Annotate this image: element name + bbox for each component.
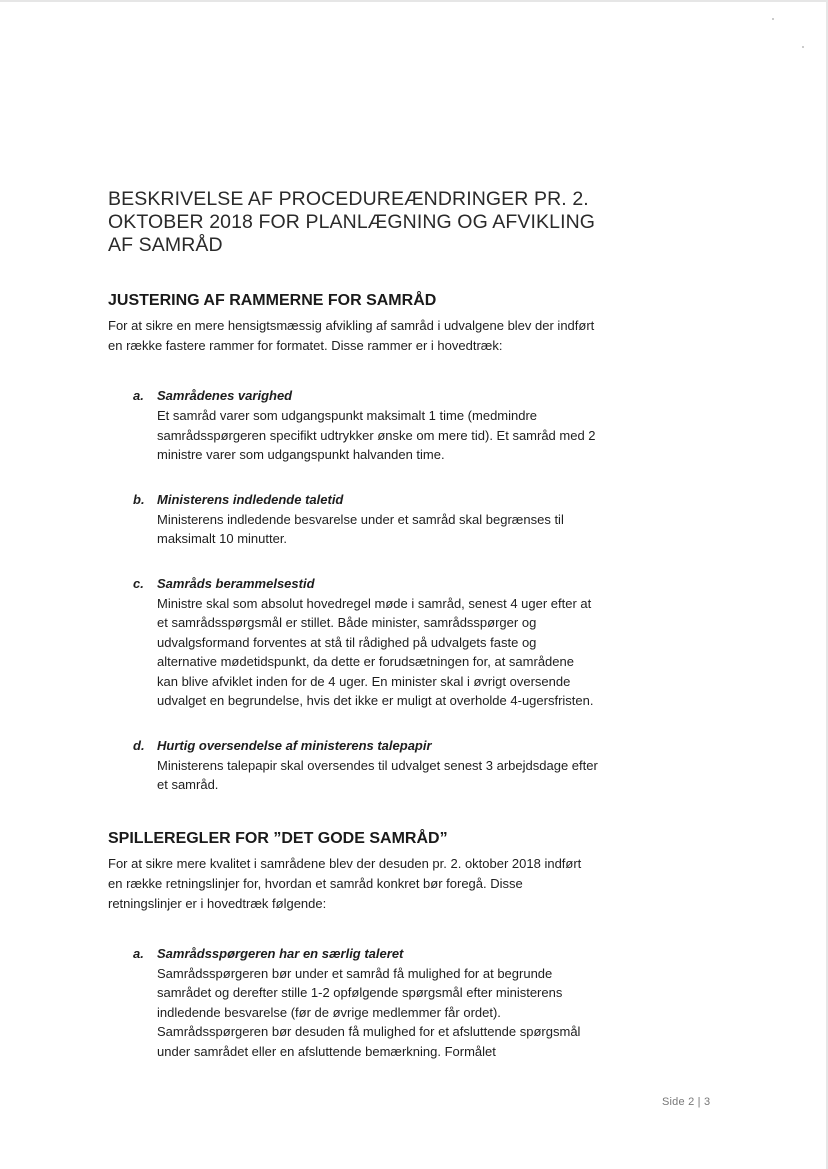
list-item-title: Samrådsspørgeren har en særlig taleret — [157, 945, 404, 961]
list-item-letter: d. — [133, 737, 145, 753]
list-item-title: Ministerens indledende taletid — [157, 491, 344, 507]
scan-speck — [772, 18, 774, 20]
list-item-body: Ministerens talepapir skal oversendes til udvalget senest 3 arbejdsdage efter et samråd. — [157, 757, 598, 792]
list-item — [108, 386, 598, 465]
scan-edge-top — [0, 0, 828, 2]
scan-speck — [802, 46, 804, 48]
document-page — [108, 188, 598, 1095]
list-item-letter: c. — [133, 575, 144, 591]
list-item — [108, 944, 598, 1062]
list-item-letter: b. — [133, 491, 145, 507]
list-item-title: Samrådenes varighed — [157, 388, 293, 403]
list-item — [108, 490, 598, 549]
page-number: Side 2 | 3 — [662, 1096, 711, 1108]
section-intro: For at sikre en mere hensigtsmæssig afvikling af samråd i udvalgene blev der indført en række fastere rammer for formatet. Disse rammer er i hovedtræk: — [108, 318, 595, 353]
list-item-letter: a. — [133, 945, 144, 961]
list-item-title: Hurtig oversendelse af ministerens talepapir — [157, 737, 432, 753]
document-title: BESKRIVELSE AF PROCEDUREÆNDRINGER PR. 2. OKTOBER 2018 FOR PLANLÆGNING OG AFVIKLING AF SAMRÅD — [108, 188, 596, 256]
list-item — [108, 574, 598, 711]
list-item-letter: a. — [133, 388, 144, 403]
section-heading: SPILLEREGLER FOR ”DET GODE SAMRÅD” — [108, 829, 448, 847]
section-heading: JUSTERING AF RAMMERNE FOR SAMRÅD — [108, 292, 437, 309]
section-intro: For at sikre mere kvalitet i samrådene blev der desuden pr. 2. oktober 2018 indført en række retningslinjer for, hvordan et samråd konkret bør foregå. Disse retningslinjer er i hovedtræk følgende: — [108, 855, 582, 911]
list-item-body: Et samråd varer som udgangspunkt maksimalt 1 time (medmindre samrådsspørgeren specifikt udtrykker ønske om mere tid). Et samråd med 2 ministre varer som udgangspunkt halvanden time. — [157, 408, 596, 462]
list-item-body: Samrådsspørgeren bør under et samråd få mulighed for at begrunde samrådet og derefter stille 1-2 opfølgende spørgsmål efter ministerens indledende besvarelse (før de øvrige medlemmer får ordet). Samrådsspørgeren bør desuden få mulighed for et afsluttende spørgsmål under samrådet eller en afsluttende bemærkning. Formålet — [157, 965, 581, 1059]
list-item-body: Ministre skal som absolut hovedregel møde i samråd, senest 4 uger efter at et samrådsspørgsmål er stillet. Både minister, samrådsspørger og udvalgsformand forventes at stå til rådighed på udvalgets faste og alternative mødetidspunkt, da dette er forudsætningen for, at samrådene kan blive afviklet inden for de 4 uger. En minister skal i øvrigt oversende udvalget en begrundelse, hvis det ikke er muligt at overholde 4-ugersfristen. — [157, 595, 594, 708]
list-item-title: Samråds berammelsestid — [157, 575, 315, 591]
section-spilleregler — [108, 829, 598, 1062]
section-justering — [108, 291, 598, 795]
list-item — [108, 736, 598, 795]
list-item-body: Ministerens indledende besvarelse under et samråd skal begrænses til maksimalt 10 minutter. — [157, 511, 564, 546]
